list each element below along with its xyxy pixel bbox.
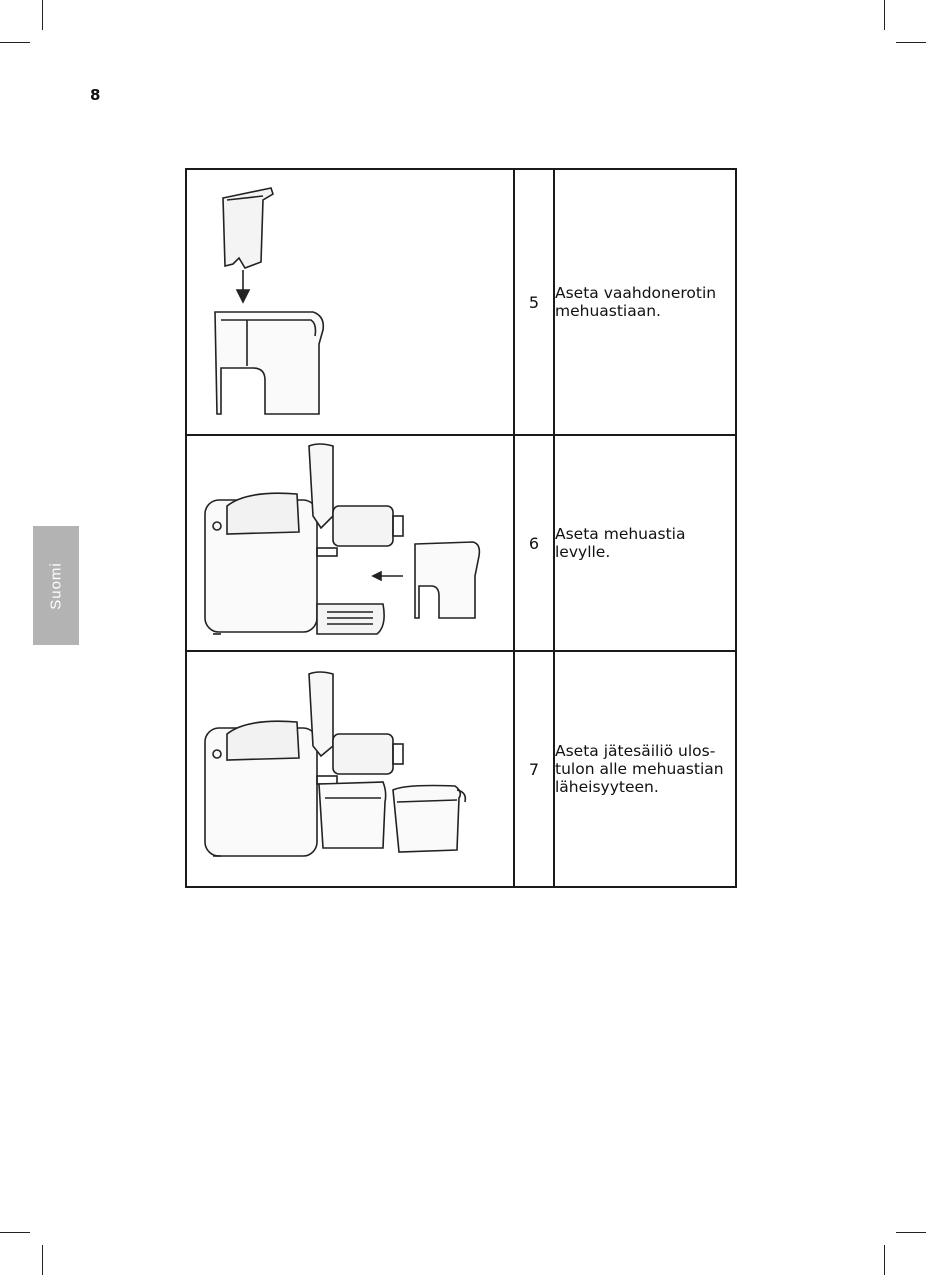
step-text-line: levylle. [555,543,611,561]
crop-mark [42,0,43,30]
crop-mark [0,1232,30,1233]
crop-mark [884,0,885,30]
instruction-table [185,168,737,888]
step-row [186,651,736,887]
step-row [186,169,736,435]
step-text-line: mehuastiaan. [555,302,661,320]
step-text-line: tulon alle mehuastian [555,760,724,778]
language-tab-label: Suomi [47,561,65,610]
language-tab [33,526,79,645]
step-number: 6 [514,435,554,651]
step-row [186,435,736,651]
step-text-line: Aseta vaahdonerotin [555,284,717,302]
step-text-line: Aseta jätesäiliö ulos- [555,742,716,760]
crop-mark [42,1245,43,1275]
step-text-line: läheisyyteen. [555,778,659,796]
step-text-cell [554,435,736,651]
step-illustration-cell [186,435,514,651]
step-illustration-cell [186,651,514,887]
froth-separator-into-juice-cup-illustration [187,170,513,434]
step-number: 7 [514,651,554,887]
juice-cup-onto-drip-tray-illustration [187,436,513,650]
step-text-line: Aseta mehuastia [555,525,686,543]
step-text-cell [554,169,736,435]
crop-mark [884,1245,885,1275]
step-illustration-cell [186,169,514,435]
crop-mark [896,1232,926,1233]
step-number: 5 [514,169,554,435]
pulp-container-under-outlet-illustration [187,652,513,886]
crop-mark [896,42,926,43]
crop-mark [0,42,30,43]
page-number: 8 [90,86,101,104]
step-text-cell [554,651,736,887]
